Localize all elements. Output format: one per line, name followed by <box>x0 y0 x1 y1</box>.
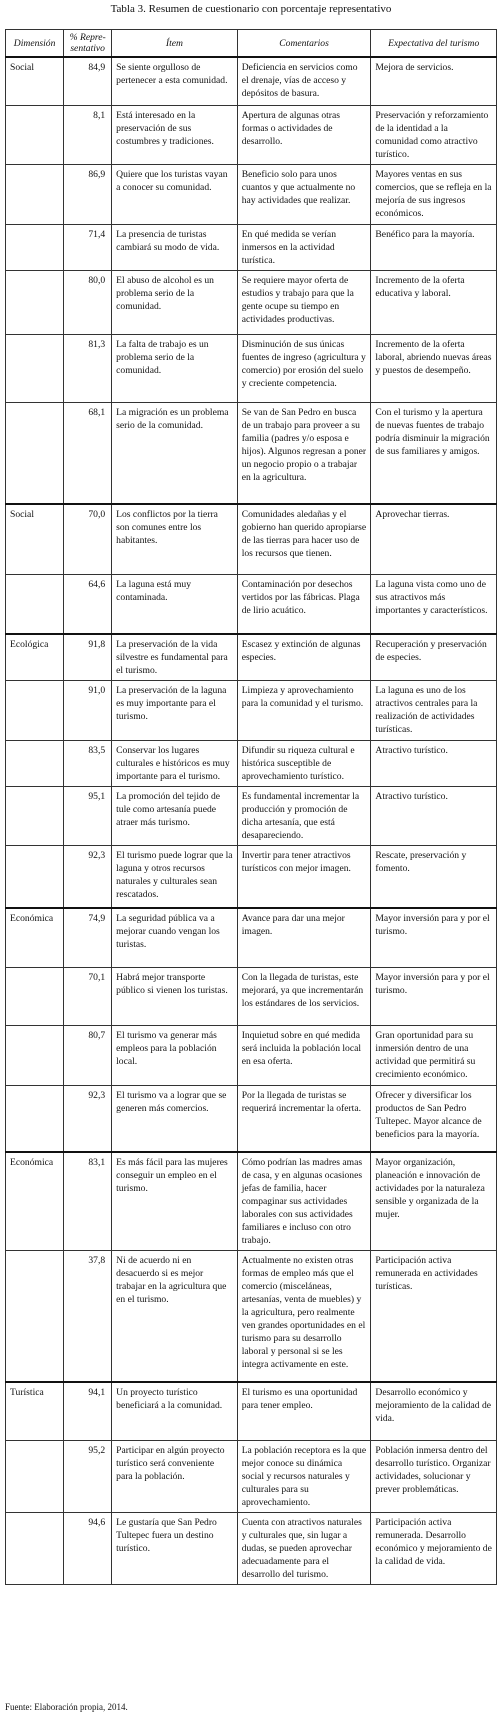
item-cell: Habrá mejor transporte público si vienen los turistas. <box>112 968 238 1026</box>
comment-cell: Beneficio solo para unos cuantos y que actualmente no hay actividades que realizar. <box>237 164 371 224</box>
header-comments: Comentarios <box>237 30 371 58</box>
expectation-cell: Recuperación y preservación de especies. <box>371 634 497 681</box>
percent-cell: 80,0 <box>64 270 112 334</box>
percent-cell: 94,6 <box>64 1512 112 1584</box>
percent-cell: 8,1 <box>64 105 112 164</box>
table-body <box>6 57 497 1584</box>
comment-cell: Invertir para tener atractivos turísticos con mejor imagen. <box>237 846 371 908</box>
expectation-cell: Mayor inversión para y por el turismo. <box>371 968 497 1026</box>
percent-cell: 71,4 <box>64 224 112 270</box>
dimension-cell: Económica <box>6 908 64 968</box>
table-caption: Tabla 3. Resumen de cuestionario con porcentaje representativo <box>110 3 392 15</box>
dimension-cell <box>6 105 64 164</box>
dimension-cell: Social <box>6 57 64 105</box>
comment-cell: Cómo podrían las madres amas de casa, y en algunas ocasiones jefas de familia, hacer compaginar sus actividades laborales con sus actividades familiares e incluso con otro trabajo. <box>237 1152 371 1251</box>
table-row <box>6 1152 497 1251</box>
comment-cell: Difundir su riqueza cultural e histórica susceptible de aprovechamiento turístico. <box>237 741 371 787</box>
percent-cell: 64,6 <box>64 574 112 634</box>
item-cell: Ni de acuerdo ni en desacuerdo si es mejor trabajar en la agricultura que en el turismo. <box>112 1250 238 1382</box>
header-dimension: Dimensión <box>6 30 64 58</box>
item-cell: Un proyecto turístico beneficiará a la comunidad. <box>112 1382 238 1440</box>
table-row <box>6 1250 497 1382</box>
header-expectation: Expectativa del turismo <box>371 30 497 58</box>
expectation-cell: Incremento de la oferta laboral, abriendo nuevas áreas y puestos de desempeño. <box>371 334 497 402</box>
table-row <box>6 968 497 1026</box>
item-cell: Participar en algún proyecto turístico será conveniente para la población. <box>112 1440 238 1512</box>
comment-cell: Se requiere mayor oferta de estudios y trabajo para que la gente ocupe su tiempo en actividades productivas. <box>237 270 371 334</box>
table-header-row <box>6 30 497 58</box>
item-cell: El abuso de alcohol es un problema serio de la comunidad. <box>112 270 238 334</box>
comment-cell: Comunidades aledañas y el gobierno han querido apropiarse de las tierras para hacer uso de los recursos que tienen. <box>237 504 371 574</box>
table-row <box>6 1382 497 1440</box>
percent-cell: 70,1 <box>64 968 112 1026</box>
percent-cell: 83,1 <box>64 1152 112 1251</box>
expectation-cell: Participación activa remunerada en actividades turísticas. <box>371 1250 497 1382</box>
table-row <box>6 846 497 908</box>
percent-cell: 91,8 <box>64 634 112 681</box>
comment-cell: Limpieza y aprovechamiento para la comunidad y el turismo. <box>237 681 371 741</box>
table-row <box>6 105 497 164</box>
header-percent: % Repre-sentativo <box>64 30 112 58</box>
expectation-cell: Mayor inversión para y por el turismo. <box>371 908 497 968</box>
expectation-cell: Preservación y reforzamiento de la identidad a la comunidad como atractivo turístico. <box>371 105 497 164</box>
item-cell: Los conflictos por la tierra son comunes entre los habitantes. <box>112 504 238 574</box>
dimension-cell <box>6 1250 64 1382</box>
expectation-cell: Rescate, preservación y fomento. <box>371 846 497 908</box>
table-row <box>6 741 497 787</box>
dimension-cell <box>6 1440 64 1512</box>
dimension-cell <box>6 1512 64 1584</box>
dimension-cell <box>6 164 64 224</box>
table-row <box>6 908 497 968</box>
percent-cell: 84,9 <box>64 57 112 105</box>
item-cell: La preservación de la laguna es muy importante para el turismo. <box>112 681 238 741</box>
item-cell: El turismo puede lograr que la laguna y otros recursos naturales y culturales sean rescatados. <box>112 846 238 908</box>
table-row <box>6 334 497 402</box>
percent-cell: 37,8 <box>64 1250 112 1382</box>
expectation-cell: Mayores ventas en sus comercios, que se refleja en la mejoría de sus ingresos económicos. <box>371 164 497 224</box>
item-cell: Quiere que los turistas vayan a conocer su comunidad. <box>112 164 238 224</box>
dimension-cell <box>6 224 64 270</box>
percent-cell: 91,0 <box>64 681 112 741</box>
comment-cell: Avance para dar una mejor imagen. <box>237 908 371 968</box>
comment-cell: Cuenta con atractivos naturales y culturales que, sin lugar a dudas, se pueden aprovechar adecuadamente para el desarrollo del turismo. <box>237 1512 371 1584</box>
table-row <box>6 787 497 846</box>
expectation-cell: Incremento de la oferta educativa y laboral. <box>371 270 497 334</box>
item-cell: Se siente orgulloso de pertenecer a esta comunidad. <box>112 57 238 105</box>
table-row <box>6 634 497 681</box>
table-row <box>6 1026 497 1086</box>
percent-cell: 81,3 <box>64 334 112 402</box>
comment-cell: En qué medida se verían inmersos en la actividad turística. <box>237 224 371 270</box>
dimension-cell <box>6 1086 64 1152</box>
expectation-cell: Gran oportunidad para su inmersión dentro de una actividad que permitirá su crecimiento económico. <box>371 1026 497 1086</box>
dimension-cell <box>6 741 64 787</box>
percent-cell: 68,1 <box>64 402 112 504</box>
expectation-cell: Participación activa remunerada. Desarrollo económico y mejoramiento de la calidad de vida. <box>371 1512 497 1584</box>
percent-cell: 74,9 <box>64 908 112 968</box>
percent-cell: 95,2 <box>64 1440 112 1512</box>
comment-cell: Disminución de sus únicas fuentes de ingreso (agricultura y comercio) por erosión del suelo y creciente competencia. <box>237 334 371 402</box>
percent-cell: 92,3 <box>64 1086 112 1152</box>
expectation-cell: Atractivo turístico. <box>371 787 497 846</box>
item-cell: Le gustaría que San Pedro Tultepec fuera un destino turístico. <box>112 1512 238 1584</box>
comment-cell: El turismo es una oportunidad para tener empleo. <box>237 1382 371 1440</box>
item-cell: La preservación de la vida silvestre es fundamental para el turismo. <box>112 634 238 681</box>
header-item: Ítem <box>112 30 238 58</box>
table-row <box>6 1086 497 1152</box>
expectation-cell: Mejora de servicios. <box>371 57 497 105</box>
comment-cell: Actualmente no existen otras formas de empleo más que el comercio (misceláneas, artesanías, venta de muebles) y la agricultura, pero realmente ven grandes oportunidades en el turismo para su desarrollo laboral y personal si se les integra activamente en este. <box>237 1250 371 1382</box>
dimension-cell: Económica <box>6 1152 64 1251</box>
expectation-cell: Con el turismo y la apertura de nuevas fuentes de trabajo podría disminuir la migración de sus familiares y amigos. <box>371 402 497 504</box>
comment-cell: Por la llegada de turistas se requerirá incrementar la oferta. <box>237 1086 371 1152</box>
expectation-cell: Benéfico para la mayoría. <box>371 224 497 270</box>
expectation-cell: Aprovechar tierras. <box>371 504 497 574</box>
item-cell: Conservar los lugares culturales e históricos es muy importante para el turismo. <box>112 741 238 787</box>
table-row <box>6 504 497 574</box>
table-row <box>6 402 497 504</box>
comment-cell: Contaminación por desechos vertidos por las fábricas. Plaga de lirio acuático. <box>237 574 371 634</box>
item-cell: Es más fácil para las mujeres conseguir un empleo en el turismo. <box>112 1152 238 1251</box>
item-cell: El turismo va a lograr que se generen más comercios. <box>112 1086 238 1152</box>
expectation-cell: La laguna vista como uno de sus atractivos más importantes y característicos. <box>371 574 497 634</box>
comment-cell: Deficiencia en servicios como el drenaje, vías de acceso y depósitos de basura. <box>237 57 371 105</box>
item-cell: La laguna está muy contaminada. <box>112 574 238 634</box>
dimension-cell <box>6 270 64 334</box>
table-row <box>6 574 497 634</box>
dimension-cell <box>6 402 64 504</box>
dimension-cell <box>6 787 64 846</box>
comment-cell: La población receptora es la que mejor conoce su dinámica social y recursos naturales y culturales para su aprovechamiento. <box>237 1440 371 1512</box>
expectation-cell: Mayor organización, planeación e innovación de actividades por la naturaleza sensible y organizada de la mujer. <box>371 1152 497 1251</box>
table-row <box>6 224 497 270</box>
item-cell: El turismo va generar más empleos para la población local. <box>112 1026 238 1086</box>
table-row <box>6 57 497 105</box>
item-cell: La seguridad pública va a mejorar cuando vengan los turistas. <box>112 908 238 968</box>
dimension-cell <box>6 574 64 634</box>
survey-table <box>5 29 497 1585</box>
comment-cell: Es fundamental incrementar la producción y promoción de dicha artesanía, que está desapareciendo. <box>237 787 371 846</box>
expectation-cell: Población inmersa dentro del desarrollo turístico. Organizar actividades, solucionar y prever problemáticas. <box>371 1440 497 1512</box>
comment-cell: Escasez y extinción de algunas especies. <box>237 634 371 681</box>
dimension-cell: Turística <box>6 1382 64 1440</box>
comment-cell: Se van de San Pedro en busca de un trabajo para proveer a su familia (padres y/o esposa e hijos). Algunos regresan a poner un negocio propio o a trabajar en la agricultura. <box>237 402 371 504</box>
item-cell: Está interesado en la preservación de sus costumbres y tradiciones. <box>112 105 238 164</box>
expectation-cell: La laguna es uno de los atractivos centrales para la realización de actividades turísticas. <box>371 681 497 741</box>
percent-cell: 95,1 <box>64 787 112 846</box>
comment-cell: Con la llegada de turistas, este mejorará, ya que incrementarán los estándares de los servicios. <box>237 968 371 1026</box>
dimension-cell <box>6 334 64 402</box>
percent-cell: 70,0 <box>64 504 112 574</box>
expectation-cell: Ofrecer y diversificar los productos de San Pedro Tultepec. Mayor alcance de beneficios para la mayoría. <box>371 1086 497 1152</box>
item-cell: La migración es un problema serio de la comunidad. <box>112 402 238 504</box>
dimension-cell: Social <box>6 504 64 574</box>
item-cell: La presencia de turistas cambiará su modo de vida. <box>112 224 238 270</box>
source-note: Fuente: Elaboración propia, 2014. <box>5 1702 128 1712</box>
item-cell: La promoción del tejido de tule como artesanía puede atraer más turismo. <box>112 787 238 846</box>
item-cell: La falta de trabajo es un problema serio de la comunidad. <box>112 334 238 402</box>
expectation-cell: Atractivo turístico. <box>371 741 497 787</box>
dimension-cell: Ecológica <box>6 634 64 681</box>
table-row <box>6 1440 497 1512</box>
dimension-cell <box>6 681 64 741</box>
percent-cell: 86,9 <box>64 164 112 224</box>
percent-cell: 92,3 <box>64 846 112 908</box>
percent-cell: 94,1 <box>64 1382 112 1440</box>
percent-cell: 83,5 <box>64 741 112 787</box>
dimension-cell <box>6 968 64 1026</box>
table-row <box>6 270 497 334</box>
table-row <box>6 681 497 741</box>
dimension-cell <box>6 846 64 908</box>
expectation-cell: Desarrollo económico y mejoramiento de la calidad de vida. <box>371 1382 497 1440</box>
table-row <box>6 1512 497 1584</box>
percent-cell: 80,7 <box>64 1026 112 1086</box>
dimension-cell <box>6 1026 64 1086</box>
table-row <box>6 164 497 224</box>
comment-cell: Inquietud sobre en qué medida será incluida la población local en esa oferta. <box>237 1026 371 1086</box>
comment-cell: Apertura de algunas otras formas o actividades de desarrollo. <box>237 105 371 164</box>
